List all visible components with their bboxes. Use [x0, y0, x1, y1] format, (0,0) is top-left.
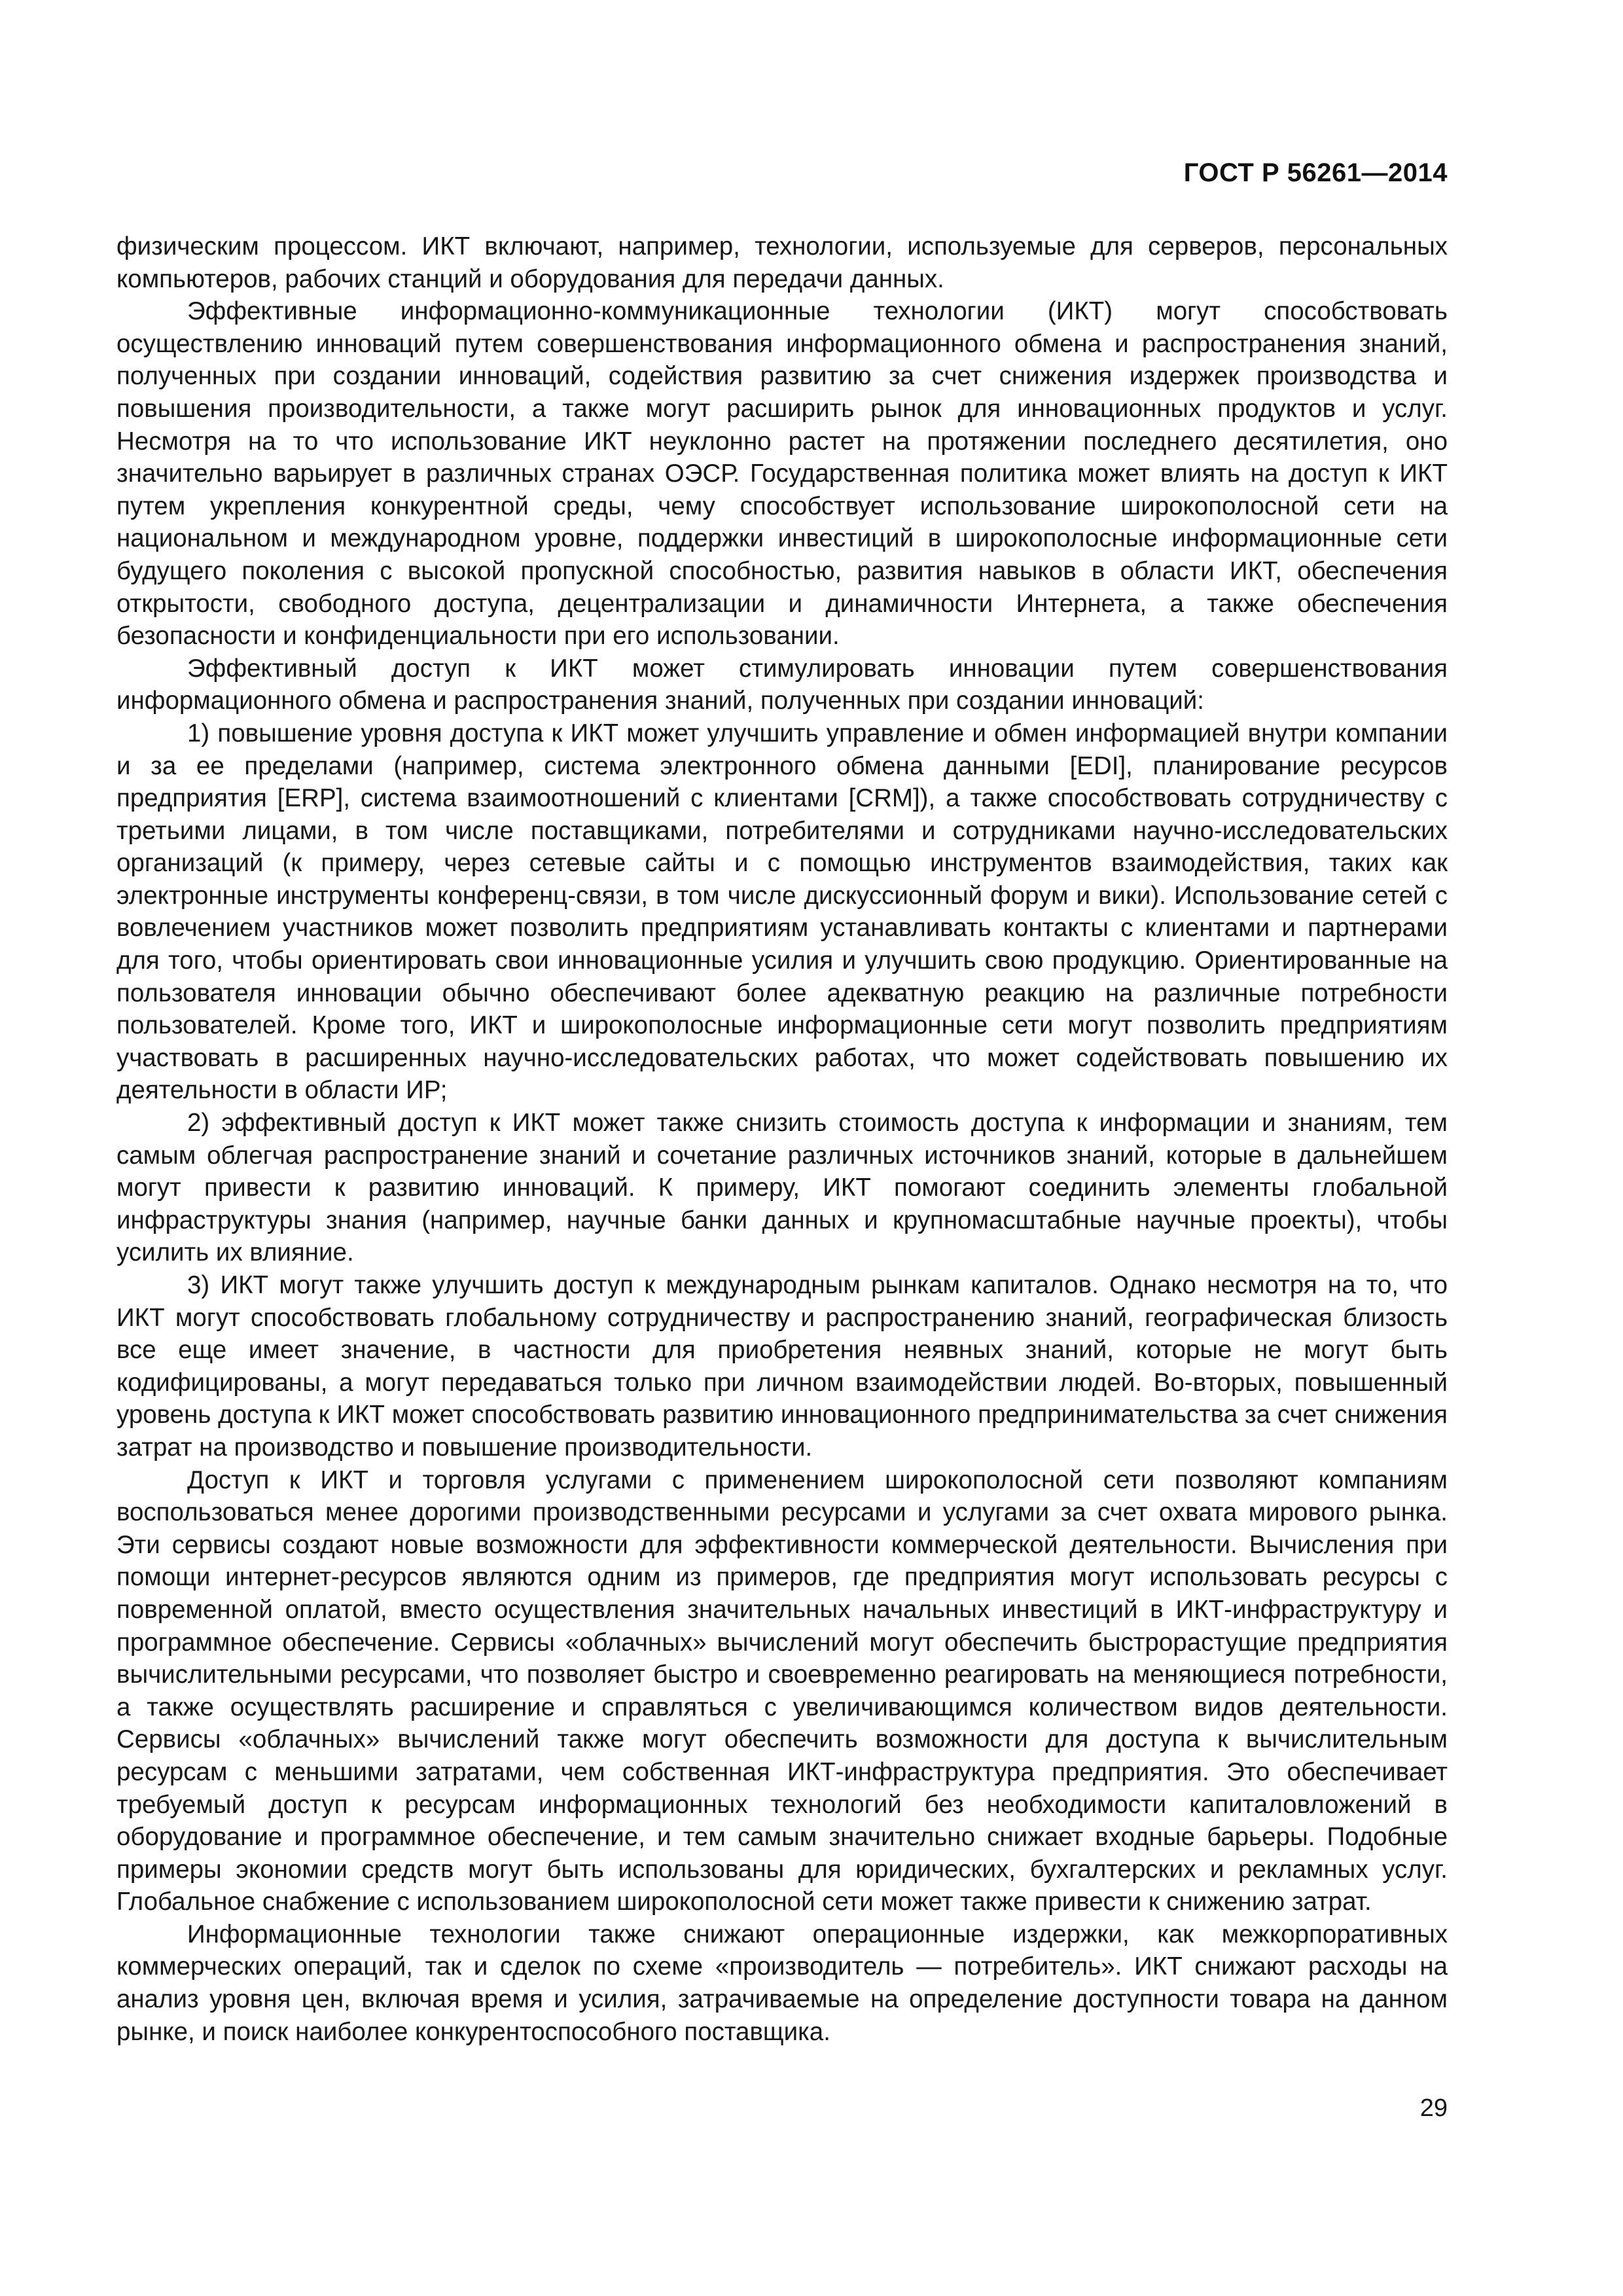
page-number: 29 — [1419, 2094, 1448, 2122]
paragraph-continuation: физическим процессом. ИКТ включают, например, технологии, используемые для серверов, персональных компьютеров, рабочих станций и оборудования для передачи данных. — [116, 232, 1448, 293]
document-header-standard-id: ГОСТ Р 56261—2014 — [1183, 158, 1448, 187]
list-item-1: 1) повышение уровня доступа к ИКТ может улучшить управление и обмен информацией внутри компании и за ее пределами (например, система электронного обмена данными [EDI], планирование ресурсов предприятия [ERP], система взаимоотношений с клиентами [CRM]), а также способствовать сотрудничеству с третьими лицами, в том числе поставщиками, потребителями и сотрудниками научно-исследовательских организаций (к примеру, через сетевые сайты и с помощью инструментов взаимодействия, таких как электронные инструменты конференц-связи, в том числе дискуссионный форум и вики). Использование сетей с вовлечением участников может позволить предприятиям устанавливать контакты с клиентами и партнерами для того, чтобы ориентировать свои инновационные усилия и улучшить свою продукцию. Ориентированные на пользователя инновации обычно обеспечивают более адекватную реакцию на различные потребности пользователей. Кроме того, ИКТ и широкополосные информационные сети могут позволить предприятиям участвовать в расширенных научно-исследовательских работах, что может содействовать повышению их деятельности в области ИР; — [116, 719, 1448, 1105]
paragraph-broadband-trade: Доступ к ИКТ и торговля услугами с применением широкополосной сети позволяют компаниям воспользоваться менее дорогими производственными ресурсами и услугами за счет охвата мирового рынка. Эти сервисы создают новые возможности для эффективности коммерческой деятельности. Вычисления при помощи интернет-ресурсов являются одним из примеров, где предприятия могут использовать ресурсы с повременной оплатой, вместо осуществления значительных начальных инвестиций в ИКТ-инфраструктуру и программное обеспечение. Сервисы «облачных» вычислений могут обеспечить быстрорастущие предприятия вычислительными ресурсами, что позволяет быстро и своевременно реагировать на меняющиеся потребности, а также осуществлять расширение и справляться с увеличивающимся количеством видов деятельности. Сервисы «облачных» вычислений также могут обеспечить возможности для доступа к вычислительным ресурсам с меньшими затратами, чем собственная ИКТ-инфраструктура предприятия. Это обеспечивает требуемый доступ к ресурсам информационных технологий без необходимости капиталовложений в оборудование и программное обеспечение, и тем самым значительно снижает входные барьеры. Подобные примеры экономии средств могут быть использованы для юридических, бухгалтерских и рекламных услуг. Глобальное снабжение с использованием широкополосной сети может также привести к снижению затрат. — [116, 1465, 1448, 1916]
document-body — [116, 230, 1448, 2048]
paragraph-ict-effectiveness: Эффективные информационно-коммуникационные технологии (ИКТ) могут способствовать осуществлению инноваций путем совершенствования информационного обмена и распространения знаний, полученных при создании инноваций, содействия развитию за счет снижения издержек производства и повышения производительности, а также могут расширить рынок для инновационных продуктов и услуг. Несмотря на то что использование ИКТ неуклонно растет на протяжении последнего десятилетия, оно значительно варьирует в различных странах ОЭСР. Государственная политика может влиять на доступ к ИКТ путем укрепления конкурентной среды, чему способствует использование широкополосной сети на национальном и международном уровне, поддержки инвестиций в широкополосные информационные сети будущего поколения с высокой пропускной способностью, развития навыков в области ИКТ, обеспечения открытости, свободного доступа, децентрализации и динамичности Интернета, а также обеспечения безопасности и конфиденциальности при его использовании. — [116, 297, 1448, 651]
paragraph-ict-access-intro: Эффективный доступ к ИКТ может стимулировать инновации путем совершенствования информационного обмена и распространения знаний, полученных при создании инноваций: — [116, 654, 1448, 715]
list-item-3: 3) ИКТ могут также улучшить доступ к международным рынкам капиталов. Однако несмотря на то, что ИКТ могут способствовать глобальному сотрудничеству и распространению знаний, географическая близость все еще имеет значение, в частности для приобретения неявных знаний, которые не могут быть кодифицированы, а могут передаваться только при личном взаимодействии людей. Во-вторых, повышенный уровень доступа к ИКТ может способствовать развитию инновационного предпринимательства за счет снижения затрат на производство и повышение производительности. — [116, 1271, 1448, 1462]
paragraph-operational-costs: Информационные технологии также снижают операционные издержки, как межкорпоративных коммерческих операций, так и сделок по схеме «производитель — потребитель». ИКТ снижают расходы на анализ уровня цен, включая время и усилия, затрачиваемые на определение доступности товара на данном рынке, и поиск наиболее конкурентоспособного поставщика. — [116, 1920, 1448, 2046]
list-item-2: 2) эффективный доступ к ИКТ может также снизить стоимость доступа к информации и знаниям, тем самым облегчая распространение знаний и сочетание различных источников знаний, которые в дальнейшем могут привести к развитию инноваций. К примеру, ИКТ помогают соединить элементы глобальной инфраструктуры знания (например, научные банки данных и крупномасштабные научные проекты), чтобы усилить их влияние. — [116, 1109, 1448, 1267]
